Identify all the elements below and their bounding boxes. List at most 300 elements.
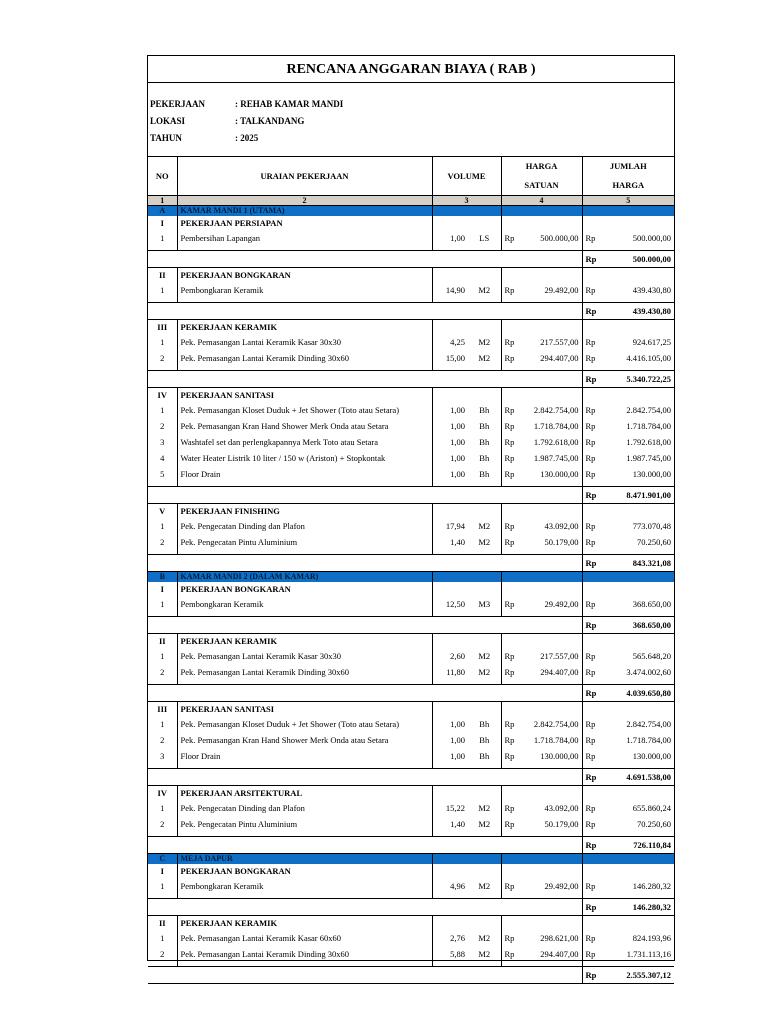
item-number: 1 (160, 285, 165, 295)
section-name: KAMAR MANDI 2 (DALAM KAMAR) (177, 572, 432, 583)
item-volume: 1,00 (432, 732, 468, 748)
item-number: 1 (160, 521, 165, 531)
item-total-currency: Rp (582, 748, 602, 764)
item-total: 500.000,00 (632, 233, 672, 243)
item-total-currency: Rp (582, 930, 602, 946)
item-number: 2 (160, 537, 165, 547)
section-cell (501, 572, 582, 583)
item-price-currency: Rp (501, 716, 522, 732)
subtotal-currency: Rp (582, 967, 602, 984)
section-row (148, 206, 674, 217)
item-total-currency: Rp (582, 402, 602, 418)
table-row (148, 648, 674, 664)
item-unit: M2 (478, 537, 491, 547)
item-unit-price: 130.000,00 (540, 751, 579, 761)
item-total-currency: Rp (582, 664, 602, 680)
subtotal-blank (177, 251, 432, 268)
subtotal-blank (177, 371, 432, 388)
item-total: 368.650,00 (632, 599, 672, 609)
group-row (148, 702, 674, 717)
item-unit: M2 (478, 933, 491, 943)
section-row (148, 572, 674, 583)
group-row (148, 504, 674, 519)
column-number: 2 (177, 196, 432, 206)
item-total-currency: Rp (582, 946, 602, 962)
item-unit: M2 (478, 949, 491, 959)
group-cell (432, 582, 501, 596)
item-volume: 17,94 (432, 518, 468, 534)
subtotal-amount: 8.471.901,00 (602, 487, 674, 504)
subtotal-blank (501, 555, 582, 572)
item-total: 3.474.002,60 (626, 667, 672, 677)
item-price-currency: Rp (501, 648, 522, 664)
item-total: 1.718.784,00 (626, 735, 672, 745)
item-volume: 1,40 (432, 534, 468, 550)
item-number: 1 (160, 233, 165, 243)
group-cell (501, 916, 582, 931)
item-price-currency: Rp (501, 534, 522, 550)
group-cell (582, 388, 674, 403)
group-row (148, 388, 674, 403)
table-row (148, 716, 674, 732)
subtotal-blank (177, 487, 432, 504)
item-total-currency: Rp (582, 450, 602, 466)
subtotal-amount: 5.340.722,25 (602, 371, 674, 388)
item-volume: 1,00 (432, 402, 468, 418)
subtotal-row (148, 617, 674, 634)
item-description: Pek. Pemasangan Lantai Keramik Dinding 30x60 (177, 664, 432, 680)
item-number: 2 (160, 735, 165, 745)
item-price-currency: Rp (501, 930, 522, 946)
subtotal-blank (148, 837, 177, 854)
item-description: Pek. Pemasangan Kran Hand Shower Merk Onda atau Setara (177, 418, 432, 434)
section-code: B (148, 572, 177, 583)
item-number: 2 (160, 667, 165, 677)
group-cell (582, 634, 674, 649)
title-divider (148, 82, 674, 83)
subtotal-blank (177, 769, 432, 786)
subtotal-blank (148, 555, 177, 572)
subtotal-blank (501, 685, 582, 702)
table-row (148, 816, 674, 832)
item-price-currency: Rp (501, 816, 522, 832)
item-description: Pek. Pemasangan Kloset Duduk + Jet Shower (Toto atau Setara) (177, 716, 432, 732)
subtotal-blank (148, 251, 177, 268)
header-harga-line1: HARGA (525, 161, 558, 171)
group-number: IV (157, 390, 167, 400)
group-cell (501, 634, 582, 649)
item-total-currency: Rp (582, 596, 602, 612)
group-cell (432, 504, 501, 519)
item-unit-price: 294.407,00 (540, 667, 579, 677)
item-total: 70.250,60 (637, 819, 672, 829)
rab-table (148, 156, 674, 984)
item-volume: 1,40 (432, 816, 468, 832)
item-description: Pek. Pemasangan Lantai Keramik Kasar 30x30 (177, 334, 432, 350)
subtotal-blank (148, 487, 177, 504)
subtotal-row (148, 251, 674, 268)
item-unit: M2 (478, 353, 491, 363)
item-description: Pembongkaran Keramik (177, 282, 432, 298)
section-cell (501, 206, 582, 217)
subtotal-row (148, 371, 674, 388)
item-total-currency: Rp (582, 732, 602, 748)
item-description: Pek. Pemasangan Kloset Duduk + Jet Shower (Toto atau Setara) (177, 402, 432, 418)
item-price-currency: Rp (501, 748, 522, 764)
subtotal-blank (432, 837, 501, 854)
item-total: 4.416.105,00 (626, 353, 672, 363)
item-price-currency: Rp (501, 732, 522, 748)
group-name: PEKERJAAN SANITASI (177, 388, 432, 403)
subtotal-blank (148, 967, 177, 984)
subtotal-amount: 500.000,00 (602, 251, 674, 268)
item-description: Floor Drain (177, 748, 432, 764)
subtotal-currency: Rp (582, 555, 602, 572)
group-cell (432, 786, 501, 801)
item-total-currency: Rp (582, 230, 602, 246)
item-total: 130.000,00 (632, 469, 672, 479)
subtotal-currency: Rp (582, 251, 602, 268)
item-volume: 15,00 (432, 350, 468, 366)
subtotal-currency: Rp (582, 899, 602, 916)
subtotal-blank (501, 303, 582, 320)
group-cell (432, 634, 501, 649)
subtotal-blank (177, 837, 432, 854)
item-volume: 11,80 (432, 664, 468, 680)
item-volume: 1,00 (432, 418, 468, 434)
item-description: Pek. Pengecatan Dinding dan Plafon (177, 518, 432, 534)
item-unit: M2 (478, 667, 491, 677)
item-price-currency: Rp (501, 230, 522, 246)
item-total-currency: Rp (582, 334, 602, 350)
group-cell (432, 268, 501, 283)
subtotal-blank (501, 769, 582, 786)
group-number: III (157, 704, 168, 714)
item-volume: 14,90 (432, 282, 468, 298)
item-unit-price: 217.557,00 (540, 337, 579, 347)
group-name: PEKERJAAN BONGKARAN (177, 268, 432, 283)
header-uraian: URAIAN PEKERJAAN (177, 157, 432, 196)
item-total-currency: Rp (582, 466, 602, 482)
header-harga-line2: SATUAN (524, 180, 559, 190)
item-description: Water Heater Listrik 10 liter / 150 w (Ariston) + Stopkontak (177, 450, 432, 466)
column-number: 5 (582, 196, 674, 206)
item-total: 1.987.745,00 (626, 453, 672, 463)
group-cell (501, 216, 582, 230)
item-total-currency: Rp (582, 716, 602, 732)
item-unit-price: 43.092,00 (544, 803, 579, 813)
group-row (148, 786, 674, 801)
group-cell (582, 702, 674, 717)
item-unit-price: 50.179,00 (544, 537, 579, 547)
group-row (148, 320, 674, 335)
item-unit-price: 130.000,00 (540, 469, 579, 479)
group-name: PEKERJAAN PERSIAPAN (177, 216, 432, 230)
item-unit: Bh (479, 751, 490, 761)
table-row (148, 800, 674, 816)
subtotal-blank (177, 555, 432, 572)
item-unit: Bh (479, 421, 490, 431)
item-number: 3 (160, 751, 165, 761)
subtotal-blank (148, 617, 177, 634)
group-cell (432, 388, 501, 403)
rab-sheet (147, 55, 675, 980)
group-number: I (160, 866, 164, 876)
item-description: Pek. Pengecatan Pintu Aluminium (177, 534, 432, 550)
item-unit-price: 1.792.618,00 (533, 437, 579, 447)
document-title: RENCANA ANGGARAN BIAYA ( RAB ) (286, 62, 536, 77)
subtotal-blank (432, 899, 501, 916)
subtotal-blank (501, 967, 582, 984)
header-jumlah-line2: HARGA (612, 180, 645, 190)
subtotal-blank (432, 769, 501, 786)
group-name: PEKERJAAN FINISHING (177, 504, 432, 519)
group-name: PEKERJAAN BONGKARAN (177, 582, 432, 596)
column-number: 1 (148, 196, 177, 206)
item-price-currency: Rp (501, 282, 522, 298)
item-description: Pek. Pemasangan Kran Hand Shower Merk Onda atau Setara (177, 732, 432, 748)
subtotal-amount: 4.039.650,80 (602, 685, 674, 702)
section-cell (432, 854, 501, 865)
table-row (148, 402, 674, 418)
item-unit: Bh (479, 437, 490, 447)
item-unit-price: 1.718.784,00 (533, 735, 579, 745)
table-row (148, 878, 674, 894)
table-row (148, 282, 674, 298)
subtotal-blank (148, 303, 177, 320)
info-value-lokasi: : TALKANDANG (235, 116, 305, 126)
table-row (148, 930, 674, 946)
group-name: PEKERJAAN BONGKARAN (177, 864, 432, 878)
item-unit-price: 294.407,00 (540, 949, 579, 959)
item-total: 655.860,24 (632, 803, 672, 813)
item-unit: Bh (479, 719, 490, 729)
subtotal-blank (432, 487, 501, 504)
item-total-currency: Rp (582, 816, 602, 832)
column-number-row (148, 196, 674, 206)
group-cell (501, 702, 582, 717)
subtotal-row (148, 303, 674, 320)
subtotal-blank (432, 555, 501, 572)
item-volume: 1,00 (432, 450, 468, 466)
table-row (148, 732, 674, 748)
header-volume: VOLUME (432, 157, 501, 196)
subtotal-row (148, 769, 674, 786)
item-unit: M2 (478, 803, 491, 813)
info-value-tahun: : 2025 (235, 133, 259, 143)
item-total: 824.193,96 (632, 933, 672, 943)
item-total: 1.792.618,00 (626, 437, 672, 447)
item-price-currency: Rp (501, 664, 522, 680)
group-cell (582, 268, 674, 283)
item-volume: 2,76 (432, 930, 468, 946)
item-number: 1 (160, 651, 165, 661)
subtotal-blank (432, 371, 501, 388)
group-cell (501, 504, 582, 519)
table-row (148, 450, 674, 466)
group-row (148, 582, 674, 596)
item-unit-price: 1.718.784,00 (533, 421, 579, 431)
item-total-currency: Rp (582, 418, 602, 434)
item-unit: M2 (478, 521, 491, 531)
section-code: C (148, 854, 177, 865)
table-row (148, 418, 674, 434)
section-cell (432, 206, 501, 217)
subtotal-blank (148, 371, 177, 388)
section-cell (432, 572, 501, 583)
item-number: 2 (160, 819, 165, 829)
item-total-currency: Rp (582, 434, 602, 450)
item-unit-price: 29.492,00 (544, 599, 579, 609)
group-cell (582, 504, 674, 519)
item-volume: 1,00 (432, 466, 468, 482)
item-number: 4 (160, 453, 165, 463)
item-total: 130.000,00 (632, 751, 672, 761)
item-unit-price: 1.987.745,00 (533, 453, 579, 463)
item-unit: Bh (479, 469, 490, 479)
subtotal-currency: Rp (582, 617, 602, 634)
subtotal-amount: 368.650,00 (602, 617, 674, 634)
item-volume: 4,96 (432, 878, 468, 894)
subtotal-currency: Rp (582, 487, 602, 504)
item-price-currency: Rp (501, 466, 522, 482)
item-description: Pembersihan Lapangan (177, 230, 432, 246)
item-unit-price: 50.179,00 (544, 819, 579, 829)
group-row (148, 864, 674, 878)
group-number: IV (157, 788, 167, 798)
subtotal-blank (501, 899, 582, 916)
item-number: 2 (160, 353, 165, 363)
subtotal-blank (177, 617, 432, 634)
group-cell (582, 864, 674, 878)
item-unit-price: 217.557,00 (540, 651, 579, 661)
item-unit-price: 29.492,00 (544, 285, 579, 295)
group-name: PEKERJAAN KERAMIK (177, 634, 432, 649)
item-description: Pek. Pemasangan Lantai Keramik Kasar 30x30 (177, 648, 432, 664)
table-row (148, 230, 674, 246)
group-row (148, 916, 674, 931)
subtotal-amount: 146.280,32 (602, 899, 674, 916)
item-number: 2 (160, 949, 165, 959)
item-total: 1.731.113,16 (626, 949, 672, 959)
subtotal-amount: 4.691.538,00 (602, 769, 674, 786)
table-row (148, 334, 674, 350)
subtotal-blank (432, 685, 501, 702)
header-harga-satuan (501, 157, 582, 196)
subtotal-blank (501, 837, 582, 854)
item-total: 2.842.754,00 (626, 719, 672, 729)
table-row (148, 664, 674, 680)
item-volume: 1,00 (432, 716, 468, 732)
group-row (148, 634, 674, 649)
subtotal-amount: 2.555.307,12 (602, 967, 674, 984)
info-label-pekerjaan: PEKERJAAN (150, 99, 206, 109)
item-description: Pembongkaran Keramik (177, 878, 432, 894)
section-cell (582, 206, 674, 217)
item-price-currency: Rp (501, 800, 522, 816)
table-row (148, 748, 674, 764)
item-total: 2.842.754,00 (626, 405, 672, 415)
item-total-currency: Rp (582, 648, 602, 664)
info-value-pekerjaan: : REHAB KAMAR MANDI (235, 99, 344, 109)
item-unit: Bh (479, 405, 490, 415)
subtotal-currency: Rp (582, 837, 602, 854)
item-unit-price: 500.000,00 (540, 233, 579, 243)
column-number: 3 (432, 196, 501, 206)
subtotal-row (148, 685, 674, 702)
group-cell (582, 320, 674, 335)
subtotal-blank (501, 487, 582, 504)
subtotal-currency: Rp (582, 685, 602, 702)
info-label-tahun: TAHUN (150, 133, 182, 143)
table-header-row (148, 157, 674, 196)
item-volume: 1,00 (432, 230, 468, 246)
subtotal-currency: Rp (582, 769, 602, 786)
subtotal-blank (177, 899, 432, 916)
item-number: 1 (160, 337, 165, 347)
item-total: 565.648,20 (632, 651, 672, 661)
section-name: KAMAR MANDI 1 (UTAMA) (177, 206, 432, 217)
group-cell (501, 582, 582, 596)
group-cell (582, 786, 674, 801)
subtotal-blank (432, 617, 501, 634)
subtotal-blank (148, 769, 177, 786)
table-row (148, 466, 674, 482)
item-unit: M2 (478, 285, 491, 295)
subtotal-row (148, 487, 674, 504)
table-row (148, 518, 674, 534)
item-unit: Bh (479, 735, 490, 745)
item-price-currency: Rp (501, 402, 522, 418)
item-number: 1 (160, 599, 165, 609)
group-number: III (157, 322, 168, 332)
item-unit: M2 (478, 651, 491, 661)
item-number: 1 (160, 719, 165, 729)
item-unit-price: 43.092,00 (544, 521, 579, 531)
item-unit-price: 2.842.754,00 (533, 405, 579, 415)
subtotal-blank (432, 303, 501, 320)
item-price-currency: Rp (501, 518, 522, 534)
section-code: A (148, 206, 177, 217)
group-cell (432, 864, 501, 878)
item-unit: M2 (478, 337, 491, 347)
column-number: 4 (501, 196, 582, 206)
item-unit-price: 29.492,00 (544, 881, 579, 891)
item-total-currency: Rp (582, 518, 602, 534)
item-total: 70.250,60 (637, 537, 672, 547)
subtotal-row (148, 899, 674, 916)
subtotal-blank (148, 685, 177, 702)
table-row (148, 434, 674, 450)
subtotal-currency: Rp (582, 303, 602, 320)
item-description: Pek. Pemasangan Lantai Keramik Dinding 30x60 (177, 946, 432, 962)
item-number: 1 (160, 933, 165, 943)
subtotal-row (148, 555, 674, 572)
item-volume: 15,22 (432, 800, 468, 816)
header-no: NO (148, 157, 177, 196)
group-cell (432, 216, 501, 230)
section-cell (582, 572, 674, 583)
item-number: 1 (160, 803, 165, 813)
item-total-currency: Rp (582, 800, 602, 816)
group-number: II (158, 270, 166, 280)
item-volume: 1,00 (432, 434, 468, 450)
subtotal-blank (177, 685, 432, 702)
subtotal-row (148, 967, 674, 984)
item-total: 773.070,48 (632, 521, 672, 531)
item-price-currency: Rp (501, 878, 522, 894)
group-cell (582, 916, 674, 931)
